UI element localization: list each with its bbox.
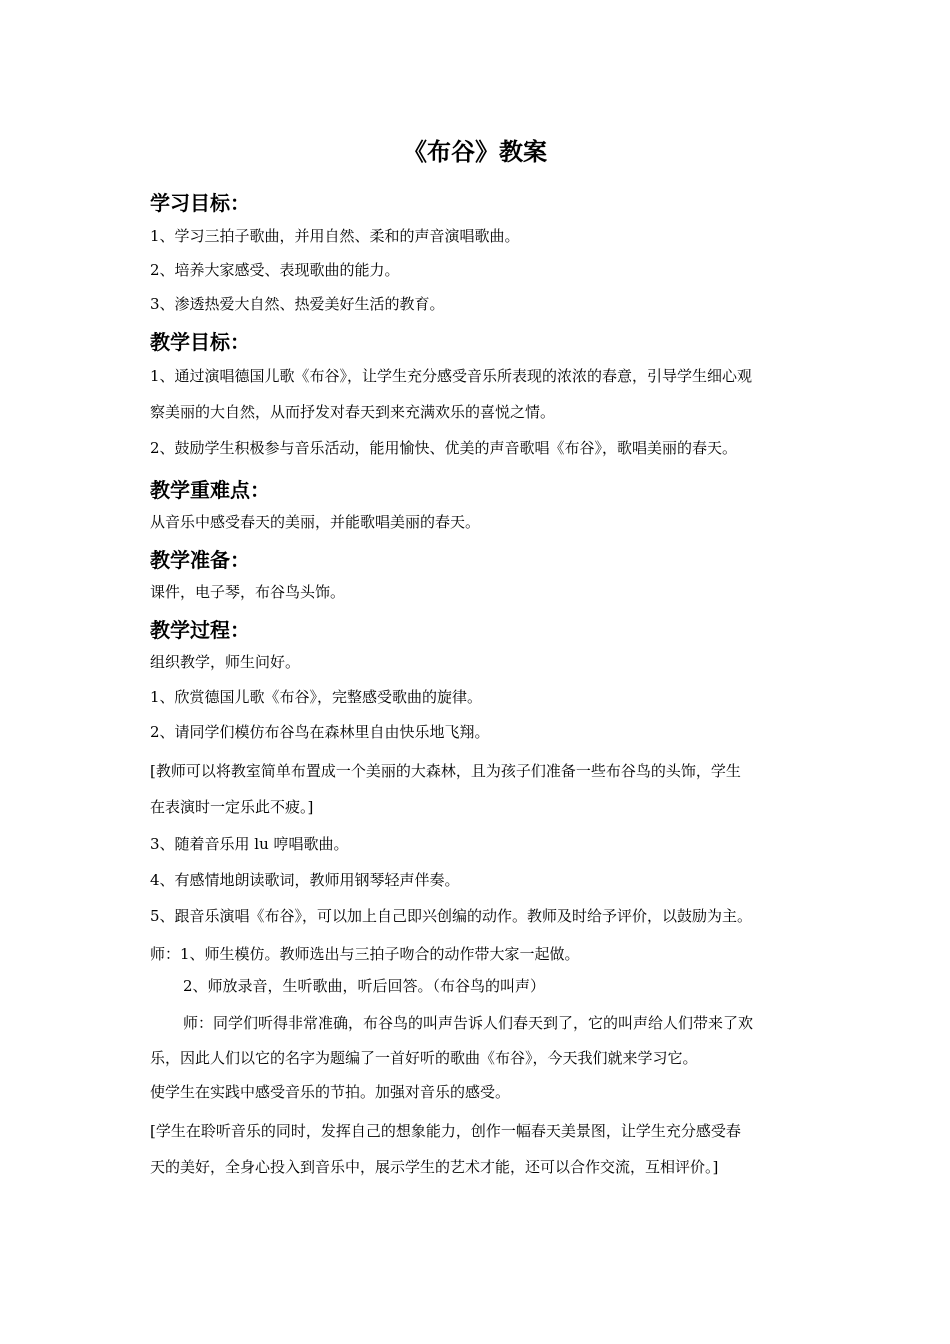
heading-learning-goals: 学习目标： xyxy=(150,191,250,215)
teacher-speech-line-2: 乐，因此人们以它的名字为题编了一首好听的歌曲《布谷》，今天我们就来学习它。 xyxy=(150,1049,698,1067)
process-line: 使学生在实践中感受音乐的节拍。加强对音乐的感受。 xyxy=(150,1083,511,1101)
learning-goal-3: 3、渗透热爱大自然、热爱美好生活的教育。 xyxy=(150,295,445,313)
heading-key-points: 教学重难点： xyxy=(150,478,270,502)
key-points-text: 从音乐中感受春天的美丽，并能歌唱美丽的春天。 xyxy=(150,513,481,531)
process-line: 5、跟音乐演唱《布谷》，可以加上自己即兴创编的动作。教师及时给予评价，以鼓励为主。 xyxy=(150,907,753,925)
learning-goal-2: 2、培养大家感受、表现歌曲的能力。 xyxy=(150,261,400,279)
process-line: 组织教学，师生问好。 xyxy=(150,653,301,671)
process-note-line-1: [学生在聆听音乐的同时，发挥自己的想象能力，创作一幅春天美景图，让学生充分感受春 xyxy=(150,1122,741,1140)
preparation-text: 课件，电子琴，布谷鸟头饰。 xyxy=(150,583,346,601)
process-line: 1、欣赏德国儿歌《布谷》，完整感受歌曲的旋律。 xyxy=(150,688,483,706)
learning-goal-1: 1、学习三拍子歌曲，并用自然、柔和的声音演唱歌曲。 xyxy=(150,227,520,245)
document-title: 《布谷》教案 xyxy=(403,138,547,166)
process-line: 4、有感情地朗读歌词，教师用钢琴轻声伴奏。 xyxy=(150,871,460,889)
teaching-goal-1-line-1: 1、通过演唱德国儿歌《布谷》，让学生充分感受音乐所表现的浓浓的春意，引导学生细心观 xyxy=(150,367,753,385)
teaching-goal-1-line-2: 察美丽的大自然，从而抒发对春天到来充满欢乐的喜悦之情。 xyxy=(150,403,556,421)
process-line: 3、随着音乐用 lu 哼唱歌曲。 xyxy=(150,835,349,853)
heading-preparation: 教学准备： xyxy=(150,548,250,572)
process-note-line-1: [教师可以将教室简单布置成一个美丽的大森林，且为孩子们准备一些布谷鸟的头饰，学生 xyxy=(150,762,741,780)
heading-teaching-goals: 教学目标： xyxy=(150,330,250,354)
teacher-speech-line-1: 师：同学们听得非常准确，布谷鸟的叫声告诉人们春天到了，它的叫声给人们带来了欢 xyxy=(183,1014,754,1032)
teaching-goal-2: 2、鼓励学生积极参与音乐活动，能用愉快、优美的声音歌唱《布谷》，歌唱美丽的春天。 xyxy=(150,439,738,457)
process-note-line-2: 在表演时一定乐此不疲。] xyxy=(150,798,314,816)
process-line: 2、师放录音，生听歌曲，听后回答。（布谷鸟的叫声） xyxy=(183,977,546,995)
process-line: 2、请同学们模仿布谷鸟在森林里自由快乐地飞翔。 xyxy=(150,723,490,741)
process-line: 师：1、师生模仿。教师选出与三拍子吻合的动作带大家一起做。 xyxy=(150,945,580,963)
process-note-line-2: 天的美好，全身心投入到音乐中，展示学生的艺术才能，还可以合作交流，互相评价。] xyxy=(150,1158,719,1176)
heading-process: 教学过程： xyxy=(150,618,250,642)
